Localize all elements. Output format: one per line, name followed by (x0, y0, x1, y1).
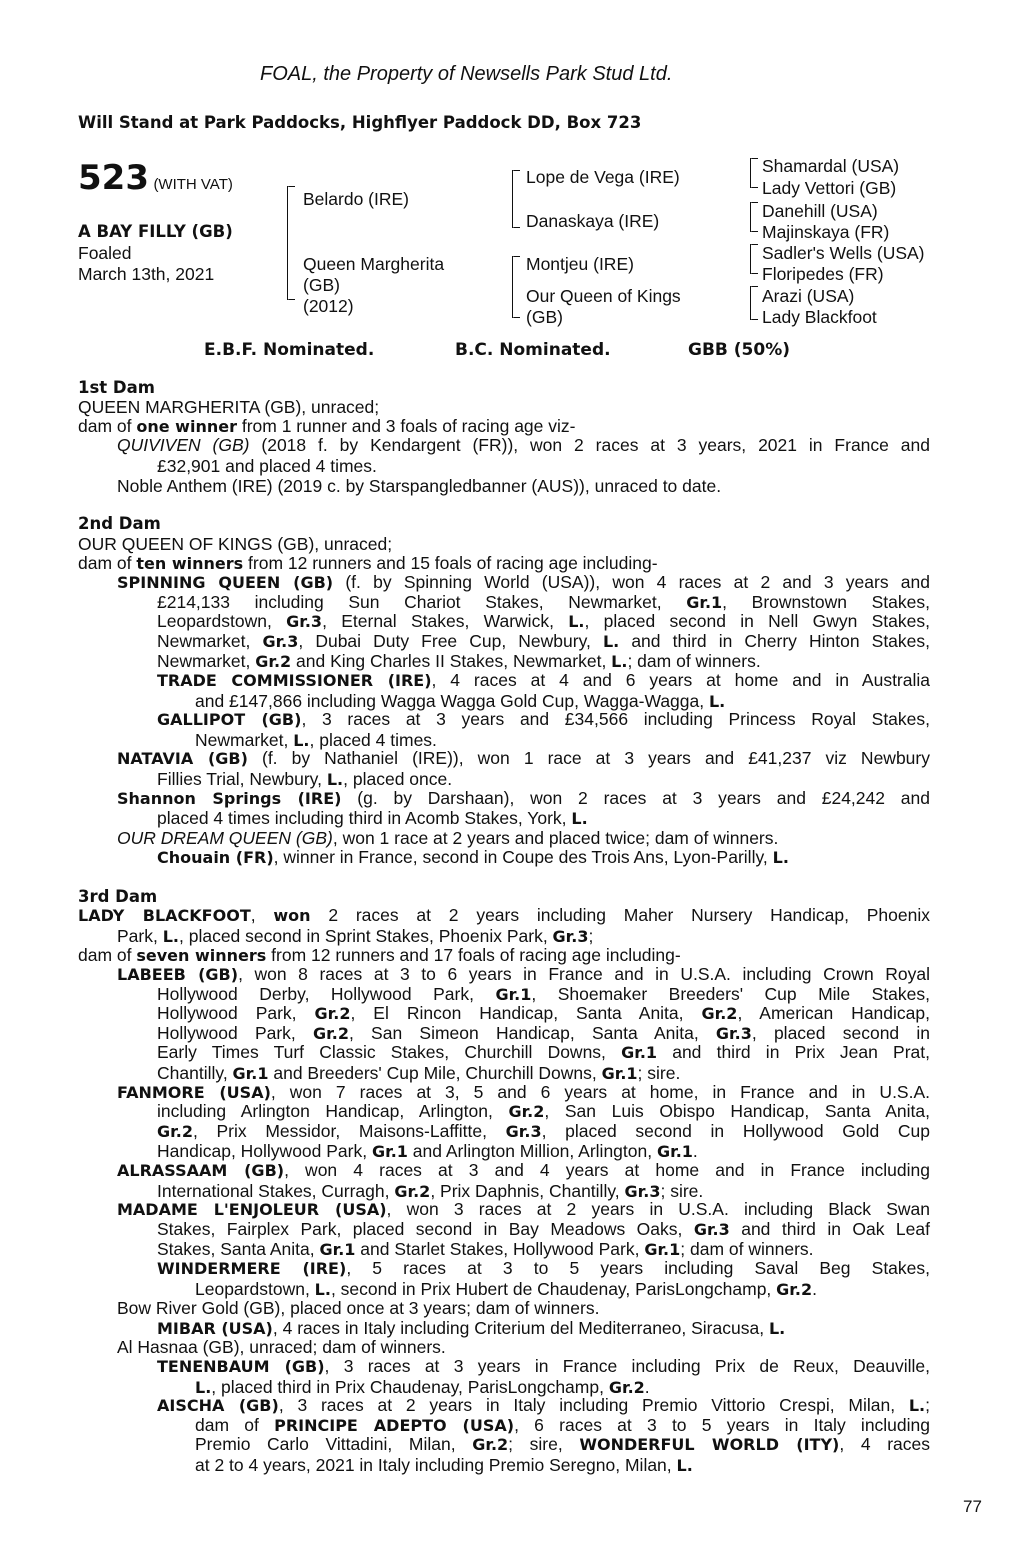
pedigree-brace-dam (512, 256, 513, 318)
produce-chouain: Chouain (FR), winner in France, second in Coupe des Trois Ans, Lyon-Parilly, L. (157, 847, 789, 867)
produce-aischa-l3: Premio Carlo Vittadini, Milan, Gr.2; sire, WONDERFUL WORLD (ITY), 4 races (195, 1434, 930, 1454)
second-dam-produce: dam of ten winners from 12 runners and 15 foals of racing age including- (78, 553, 658, 573)
produce-windermere: WINDERMERE (IRE), 5 races at 3 to 5 years including Saval Beg Stakes, (157, 1258, 931, 1278)
produce-labeeb: LABEEB (GB), won 8 races at 3 to 6 years in France and in U.S.A. including Crown Royal (117, 964, 930, 984)
pedigree-dss: Sadler's Wells (USA) (762, 243, 925, 263)
pedigree-dam-country: (GB) (303, 275, 340, 295)
third-dam-heading: 3rd Dam (78, 887, 158, 906)
produce-labeeb-l3: Hollywood Park, Gr.2, El Rincon Handicap, Santa Anita, Gr.2, American Handicap, (157, 1003, 930, 1023)
pedigree-brace-sire (512, 170, 513, 228)
pedigree-dsd: Floripedes (FR) (762, 264, 884, 284)
produce-labeeb-l6: Chantilly, Gr.1 and Breeders' Cup Mile, Churchill Downs, Gr.1; sire. (157, 1063, 681, 1083)
produce-fanmore-l2: including Arlington Handicap, Arlington, Gr.2, San Luis Obispo Handicap, Santa Anita, (157, 1101, 930, 1121)
produce-trade-commissioner-l2: and £147,866 including Wagga Wagga Gold Cup, Wagga-Wagga, L. (195, 691, 726, 711)
produce-quiviven-cont: £32,901 and placed 4 times. (157, 456, 377, 476)
pedigree-sire-sire: Lope de Vega (IRE) (526, 167, 680, 187)
produce-aischa-l2: dam of PRINCIPE ADEPTO (USA), 6 races at 3 to 5 years in Italy including (195, 1415, 931, 1435)
page-number: 77 (963, 1497, 982, 1516)
produce-alrassaam: ALRASSAAM (GB), won 4 races at 3 and 4 years at home and in France including (117, 1160, 930, 1180)
pedigree-dam-year: (2012) (303, 296, 354, 316)
first-dam-produce: dam of one winner from 1 runner and 3 foals of racing age viz- (78, 416, 576, 436)
vat-note: (WITH VAT) (153, 176, 233, 193)
produce-aischa: AISCHA (GB), 3 races at 2 years in Italy including Premio Vittorio Crespi, Milan, L.; (157, 1395, 930, 1415)
produce-quiviven: QUIVIVEN (GB) (2018 f. by Kendargent (FR)), won 2 races at 3 years, 2021 in France and (117, 435, 930, 455)
produce-spinning-queen-l2: £214,133 including Sun Chariot Stakes, Newmarket, Gr.1, Brownstown Stakes, (157, 592, 930, 612)
pedigree-brace-sd (750, 202, 751, 232)
first-dam-name: QUEEN MARGHERITA (GB), unraced; (78, 397, 380, 417)
pedigree-sire: Belardo (IRE) (303, 189, 410, 209)
produce-our-dream-queen: OUR DREAM QUEEN (GB), won 1 race at 2 years and placed twice; dam of winners. (117, 828, 779, 848)
produce-natavia-l2: Fillies Trial, Newbury, L., placed once. (157, 769, 453, 789)
lot-block (78, 158, 233, 198)
produce-fanmore-l4: Handicap, Hollywood Park, Gr.1 and Arlington Million, Arlington, Gr.1. (157, 1141, 698, 1161)
produce-tenenbaum: TENENBAUM (GB), 3 races at 3 years in France including Prix de Reux, Deauville, (157, 1356, 931, 1376)
produce-al-hasnaa: Al Hasnaa (GB), unraced; dam of winners. (117, 1337, 446, 1357)
pedigree-dds: Arazi (USA) (762, 286, 855, 306)
produce-aischa-l4: at 2 to 4 years, 2021 in Italy including Premio Seregno, Milan, L. (195, 1455, 693, 1475)
third-dam-produce: dam of seven winners from 12 runners and 17 foals of racing age including- (78, 945, 681, 965)
pedigree-sss: Shamardal (USA) (762, 156, 900, 176)
pedigree-dam-dam-country: (GB) (526, 307, 563, 327)
pedigree-ddd: Lady Blackfoot (762, 307, 877, 327)
lot-name: A BAY FILLY (GB) (78, 222, 233, 241)
produce-noble-anthem: Noble Anthem (IRE) (2019 c. by Starspangledbanner (AUS)), unraced to date. (117, 476, 722, 496)
gbb-note: GBB (50%) (688, 340, 791, 360)
produce-spinning-queen-l4: Newmarket, Gr.3, Dubai Duty Free Cup, Newbury, L. and third in Cherry Hinton Stakes, (157, 631, 931, 651)
pedigree-brace-dd (750, 286, 751, 320)
produce-gallipot: GALLIPOT (GB), 3 races at 3 years and £34,566 including Princess Royal Stakes, (157, 709, 931, 729)
second-dam-name: OUR QUEEN OF KINGS (GB), unraced; (78, 534, 393, 554)
produce-gallipot-l2: Newmarket, L., placed 4 times. (195, 730, 437, 750)
produce-mibar: MIBAR (USA), 4 races in Italy including Criterium del Mediterraneo, Siracusa, L. (157, 1318, 786, 1338)
third-dam-name: LADY BLACKFOOT, won 2 races at 2 years including Maher Nursery Handicap, Phoenix (78, 905, 931, 925)
produce-shannon-springs: Shannon Springs (IRE) (g. by Darshaan), won 2 races at 3 years and £24,242 and (117, 788, 930, 808)
pedigree-dam-sire: Montjeu (IRE) (526, 254, 634, 274)
pedigree-brace-ss (750, 158, 751, 188)
produce-labeeb-l4: Hollywood Park, Gr.2, San Simeon Handicap, Santa Anita, Gr.3, placed second in (157, 1023, 930, 1043)
pedigree-sds: Danehill (USA) (762, 201, 878, 221)
pedigree-ssd: Lady Vettori (GB) (762, 178, 897, 198)
pedigree-dam-dam: Our Queen of Kings (526, 286, 681, 306)
produce-natavia: NATAVIA (GB) (f. by Nathaniel (IRE)), won 1 race at 3 years and £41,237 viz Newbury (117, 748, 930, 768)
foaled-date: March 13th, 2021 (78, 264, 215, 284)
produce-windermere-l2: Leopardstown, L., second in Prix Hubert de Chaudenay, ParisLongchamp, Gr.2. (195, 1279, 817, 1299)
produce-spinning-queen: SPINNING QUEEN (GB) (f. by Spinning World (USA)), won 4 races at 2 and 3 years and (117, 572, 930, 592)
produce-trade-commissioner: TRADE COMMISSIONER (IRE), 4 races at 4 and 6 years at home and in Australia (157, 670, 930, 690)
foaled-label: Foaled (78, 243, 132, 263)
pedigree-sire-dam: Danaskaya (IRE) (526, 211, 660, 231)
pedigree-dam: Queen Margherita (303, 254, 445, 274)
lot-number: 523 (78, 158, 149, 198)
produce-spinning-queen-l5: Newmarket, Gr.2 and King Charles II Stakes, Newmarket, L.; dam of winners. (157, 651, 761, 671)
pedigree-sdd: Majinskaya (FR) (762, 222, 890, 242)
page-title: FOAL, the Property of Newsells Park Stud Ltd. (260, 63, 673, 85)
produce-madame-lenjoleur: MADAME L'ENJOLEUR (USA), won 3 races at 2 years in U.S.A. including Black Swan (117, 1199, 931, 1219)
produce-madame-lenjoleur-l3: Stakes, Santa Anita, Gr.1 and Starlet Stakes, Hollywood Park, Gr.1; dam of winners. (157, 1239, 814, 1259)
produce-tenenbaum-l2: L., placed third in Prix Chaudenay, ParisLongchamp, Gr.2. (195, 1377, 650, 1397)
produce-bow-river-gold: Bow River Gold (GB), placed once at 3 years; dam of winners. (117, 1298, 600, 1318)
produce-fanmore: FANMORE (USA), won 7 races at 3, 5 and 6 years at home, in France and in U.S.A. (117, 1082, 930, 1102)
produce-spinning-queen-l3: Leopardstown, Gr.3, Eternal Stakes, Warwick, L., placed second in Nell Gwyn Stakes, (157, 611, 931, 631)
second-dam-heading: 2nd Dam (78, 514, 161, 533)
produce-madame-lenjoleur-l2: Stakes, Fairplex Park, placed second in Bay Meadows Oaks, Gr.3 and third in Oak Leaf (157, 1219, 930, 1239)
first-dam-heading: 1st Dam (78, 378, 155, 397)
produce-labeeb-l5: Early Times Turf Classic Stakes, Churchill Downs, Gr.1 and third in Prix Jean Prat, (157, 1042, 930, 1062)
produce-alrassaam-l2: International Stakes, Curragh, Gr.2, Prix Daphnis, Chantilly, Gr.3; sire. (157, 1181, 704, 1201)
pedigree-brace-ds (750, 244, 751, 274)
bc-nominated: B.C. Nominated. (455, 340, 611, 360)
produce-fanmore-l3: Gr.2, Prix Messidor, Maisons-Laffitte, Gr.3, placed second in Hollywood Gold Cup (157, 1121, 930, 1141)
third-dam-name-l2: Park, L., placed second in Sprint Stakes, Phoenix Park, Gr.3; (117, 926, 594, 946)
pedigree-brace-gen1 (287, 186, 288, 300)
stand-location: Will Stand at Park Paddocks, Highflyer Paddock DD, Box 723 (78, 113, 642, 132)
ebf-nominated: E.B.F. Nominated. (204, 340, 375, 360)
produce-labeeb-l2: Hollywood Derby, Hollywood Park, Gr.1, Shoemaker Breeders' Cup Mile Stakes, (157, 984, 930, 1004)
produce-shannon-springs-l2: placed 4 times including third in Acomb Stakes, York, L. (157, 808, 588, 828)
